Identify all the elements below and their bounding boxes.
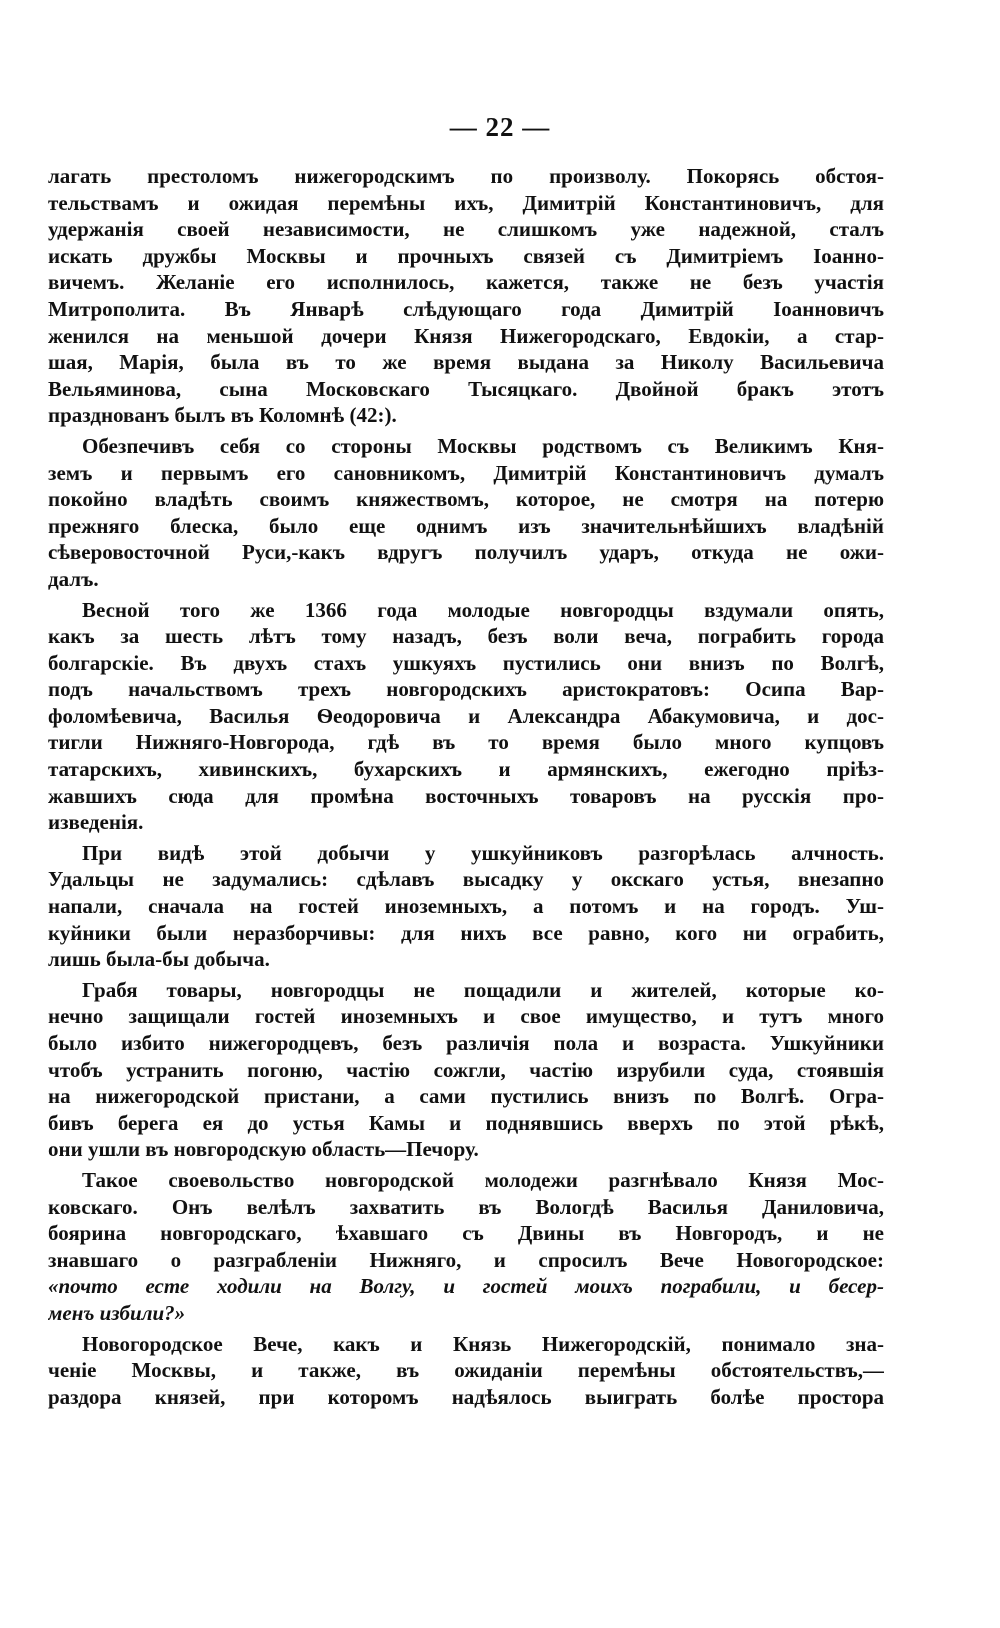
text-line: они ушли въ новгородскую область—Печору. (48, 1137, 479, 1162)
text-line: покойно владѣть своимъ княжествомъ, которое, не смотря на потерю (48, 487, 884, 512)
text-line: бивъ берега ея до устья Камы и поднявшись вверхъ по этой рѣкѣ, (48, 1110, 884, 1135)
quote-line: «почто есте ходили на Волгу, и гостей моихъ пограбили, и бесер- (48, 1274, 884, 1299)
text-line: чтобъ устранить погоню, частію сожгли, частію изрубили суда, стоявшія (48, 1057, 884, 1082)
text-line: какъ за шесть лѣтъ тому назадъ, безъ воли веча, пограбить города (48, 624, 884, 649)
text-line: раздора князей, при которомъ надѣялось выиграть болѣе простора (48, 1384, 884, 1409)
paragraph (48, 840, 884, 973)
text-line: Вельяминова, сына Московскаго Тысяцкаго. Двойной бракъ этотъ (48, 376, 884, 401)
text-line: Обезпечивъ себя со стороны Москвы родствомъ съ Великимъ Кня- (82, 433, 884, 458)
text-line: далъ. (48, 566, 99, 591)
text-line: вичемъ. Желаніе его исполнилось, кажется, также не безъ участія (48, 270, 884, 295)
text-line: удержанія своей независимости, не слишкомъ уже надежной, сталъ (48, 217, 884, 242)
text-line: При видѣ этой добычи у ушкуйниковъ разгорѣлась алчность. (82, 840, 884, 865)
text-line: нечно защищали гостей иноземныхъ и свое имущество, и тутъ много (48, 1004, 884, 1029)
text-line: искать дружбы Москвы и прочныхъ связей съ Димитріемъ Іоанно- (48, 243, 884, 268)
paragraph (48, 1331, 884, 1411)
paragraph (48, 433, 884, 593)
text-line: тельствамъ и ожидая перемѣны ихъ, Димитрій Константиновичъ, для (48, 190, 884, 215)
body-text (48, 163, 884, 1410)
text-line: празднованъ былъ въ Коломнѣ (42:). (48, 403, 397, 428)
paragraph (48, 597, 884, 836)
text-line: Удальцы не задумались: сдѣлавъ высадку у окскаго устья, внезапно (48, 867, 884, 892)
text-line: шая, Марія, была въ то же время выдана за Николу Васильевича (48, 350, 884, 375)
text-line: боярина новгородскаго, ѣхавшаго съ Двины въ Новгородъ, и не (48, 1221, 884, 1246)
text-line: ковскаго. Онъ велѣлъ захватить въ Вологдѣ Василья Даниловича, (48, 1194, 884, 1219)
page-number: — 22 — (449, 112, 551, 142)
text-line: женился на меньшой дочери Князя Нижегородскаго, Евдокіи, а стар- (48, 323, 884, 348)
text-line: жавшихъ сюда для промѣна восточныхъ товаровъ на русскія про- (48, 783, 884, 808)
text-line: на нижегородской пристани, а сами пустились внизъ по Волгѣ. Огра- (48, 1084, 884, 1109)
paragraph (48, 163, 884, 429)
text-line: Новогородское Вече, какъ и Князь Нижегородскій, понимало зна- (82, 1331, 884, 1356)
text-line: Весной того же 1366 года молодые новгородцы вздумали опять, (82, 597, 884, 622)
text-line: ченіе Москвы, и также, въ ожиданіи перемѣны обстоятельствъ,— (48, 1358, 884, 1383)
text-line: подъ начальствомъ трехъ новгородскихъ аристократовъ: Осипа Вар- (48, 677, 884, 702)
text-line: фоломѣевича, Василья Ѳеодоровича и Александра Абакумовича, и дос- (48, 703, 884, 728)
text-line: земъ и первымъ его сановникомъ, Димитрій Константиновичъ думалъ (48, 460, 884, 485)
text-line: Митрополита. Въ Январѣ слѣдующаго года Димитрій Іоанновичъ (48, 296, 884, 321)
text-line: лишь была-бы добыча. (48, 947, 270, 972)
paragraph (48, 977, 884, 1163)
text-line: болгарскіе. Въ двухъ стахъ ушкуяхъ пустились они внизъ по Волгѣ, (48, 650, 884, 675)
paragraph (48, 1167, 884, 1327)
text-line: изведенія. (48, 810, 144, 835)
text-line: было избито нижегородцевъ, безъ различія пола и возраста. Ушкуйники (48, 1031, 884, 1055)
text-line: тигли Нижняго-Новгорода, гдѣ въ то время было много купцовъ (48, 730, 884, 755)
text-line: лагать престоломъ нижегородскимъ по произволу. Покорясь обстоя- (48, 164, 884, 188)
text-line: прежняго блеска, было еще однимъ изъ значительнѣйшихъ владѣній (48, 513, 884, 538)
text-line: куйники были неразборчивы: для нихъ все равно, кого ни ограбить, (48, 920, 884, 945)
text-line: знавшаго о разграбленіи Нижняго, и спросилъ Вече Новогородское: (48, 1247, 884, 1272)
text-line: татарскихъ, хивинскихъ, бухарскихъ и армянскихъ, ежегодно пріѣз- (48, 757, 884, 782)
text-line: Такое своевольство новгородской молодежи разгнѣвало Князя Мос- (82, 1167, 884, 1192)
text-line: Грабя товары, новгородцы не пощадили и жителей, которые ко- (82, 977, 884, 1002)
text-line: сѣверовосточной Руси,-какъ вдругъ получилъ ударъ, откуда не ожи- (48, 540, 884, 565)
text-line: напали, сначала на гостей иноземныхъ, а потомъ и на городъ. Уш- (48, 894, 884, 919)
quote-line: менъ избили?» (48, 1300, 186, 1325)
